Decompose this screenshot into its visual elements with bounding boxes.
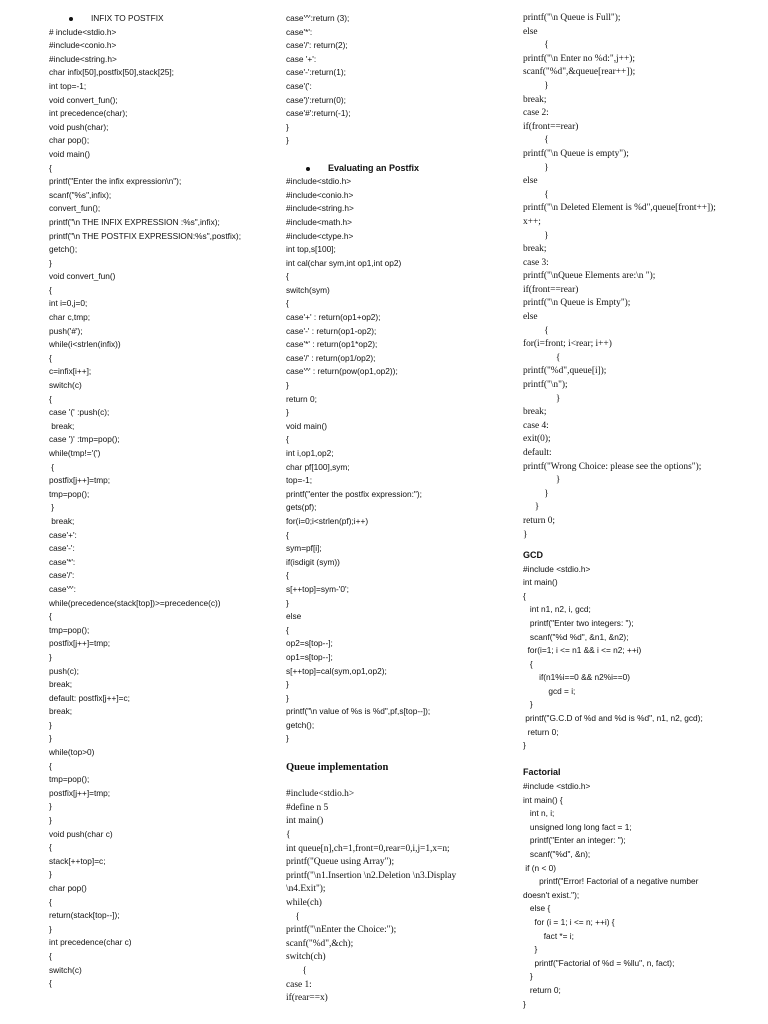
code-line: case '+':: [286, 53, 317, 64]
code-line: {: [523, 352, 561, 363]
code-line: }: [49, 719, 52, 730]
code-line: }: [49, 923, 52, 934]
code-line: while(i<strlen(infix)): [49, 339, 121, 350]
bullet-icon: [306, 167, 310, 171]
code-line: int main(): [286, 816, 324, 827]
code-line: {: [49, 950, 52, 961]
code-line: {: [286, 624, 289, 635]
code-line: x++;: [523, 216, 541, 227]
code-line: return 0;: [286, 393, 317, 404]
code-line: #define n 5: [286, 802, 329, 813]
code-line: case'(':: [286, 80, 312, 91]
code-line: s[++top]=cal(sym,op1,op2);: [286, 665, 387, 676]
code-line: char c,tmp;: [49, 312, 91, 323]
code-line: {: [523, 658, 533, 669]
code-line: }: [286, 692, 289, 703]
code-line: sym=pf[i];: [286, 543, 322, 554]
code-line: int queue[n],ch=1,front=0,rear=0,i,j=1,x=n;: [286, 843, 450, 854]
code-line: {: [523, 325, 549, 336]
code-line: case 2:: [523, 108, 549, 119]
code-line: printf("\n THE INFIX EXPRESSION :%s",infix);: [49, 216, 220, 227]
code-line: case'+' : return(op1+op2);: [286, 312, 381, 323]
code-line: {: [49, 393, 52, 404]
code-line: tmp=pop();: [49, 624, 90, 635]
code-line: unsigned long long fact = 1;: [523, 821, 632, 832]
code-line: switch(ch): [286, 952, 326, 963]
code-line: while(ch): [286, 898, 322, 908]
code-line: #include<stdio.h>: [286, 176, 352, 187]
code-line: int top,s[100];: [286, 244, 336, 255]
code-line: {: [286, 830, 291, 841]
code-line: {: [523, 135, 549, 146]
code-line: #include<ctype.h>: [286, 230, 354, 241]
code-line: printf("\nEnter the Choice:");: [286, 925, 397, 936]
code-line: int n1, n2, i, gcd;: [523, 604, 591, 615]
code-line: }: [523, 502, 540, 513]
code-line: printf("Wrong Choice: please see the options");: [523, 461, 702, 472]
code-line: return 0;: [523, 984, 561, 995]
code-line: }: [286, 380, 289, 391]
code-line: }: [523, 488, 549, 499]
code-line: int precedence(char c): [49, 937, 132, 948]
code-line: {: [286, 965, 307, 976]
code-line: void main(): [286, 420, 328, 431]
code-line: \n4.Exit");: [286, 884, 326, 895]
code-line: s[++top]=sym-'0';: [286, 583, 349, 594]
code-line: int top=-1;: [49, 80, 87, 91]
code-line: top=-1;: [286, 475, 313, 486]
column-1: [49, 0, 279, 991]
code-line: }: [523, 80, 549, 91]
code-line: else {: [523, 903, 551, 914]
code-line: break;: [523, 94, 547, 105]
code-line: case'*':: [286, 26, 313, 37]
code-line: else: [286, 611, 302, 622]
section-heading: [49, 12, 279, 26]
code-line: }: [49, 733, 52, 744]
code-line: }: [523, 740, 526, 751]
code-line: push('#');: [49, 325, 83, 336]
code-line: postfix[j++]=tmp;: [49, 787, 111, 798]
code-line: case'-' : return(op1-op2);: [286, 325, 377, 336]
code-line: {: [523, 590, 526, 601]
code-line: case'/' : return(op1/op2);: [286, 352, 376, 363]
code-line: doesn't exist.");: [523, 889, 580, 900]
code-line: {: [49, 760, 52, 771]
code-line: scanf("%d %d", &n1, &n2);: [523, 631, 629, 642]
code-line: printf("\n");: [523, 380, 568, 391]
code-line: int i=0,j=0;: [49, 298, 88, 309]
code-line: {: [49, 352, 52, 363]
code-line: #include<conio.h>: [49, 40, 117, 51]
code-line: getch();: [49, 244, 78, 255]
code-line: default:: [523, 448, 552, 458]
bullet-icon: [69, 17, 73, 21]
code-line: }: [49, 869, 52, 880]
code-line: gcd = i;: [523, 685, 576, 696]
code-line: #include<stdio.h>: [286, 789, 355, 800]
code-line: }: [523, 393, 561, 404]
code-line: case'*' : return(op1*op2);: [286, 339, 378, 350]
code-line: printf("Enter two integers: ");: [523, 617, 634, 628]
code-line: case'-':: [49, 543, 75, 554]
code-line: switch(sym): [286, 284, 330, 295]
code-line: {: [49, 978, 52, 989]
code-line: #include <stdio.h>: [523, 781, 591, 792]
code-line: int precedence(char);: [49, 108, 128, 119]
code-line: scanf("%d", &n);: [523, 849, 591, 860]
code-line: push(c);: [49, 665, 79, 676]
section-heading: Queue implementation: [286, 761, 389, 773]
code-line: printf("\n Enter no %d:",j++);: [523, 53, 635, 64]
code-line: }: [286, 407, 289, 418]
code-line: }: [49, 651, 52, 662]
section-heading: Factorial: [523, 767, 561, 778]
code-line: {: [286, 298, 289, 309]
code-line: switch(c): [49, 964, 82, 975]
code-line: printf("\n Queue is Empty");: [523, 298, 631, 309]
code-line: {: [49, 896, 52, 907]
heading-text: Evaluating an Postfix: [328, 162, 420, 173]
code-line: break;: [523, 244, 547, 255]
code-line: printf("Error! Factorial of a negative number: [523, 876, 699, 887]
section-heading: GCD: [523, 549, 543, 560]
code-line: void convert_fun();: [49, 94, 118, 105]
code-line: int main(): [523, 577, 558, 588]
code-line: getch();: [286, 719, 315, 730]
code-line: {: [49, 284, 52, 295]
code-line: case'^' : return(pow(op1,op2));: [286, 366, 398, 377]
code-line: {: [49, 162, 52, 173]
code-line: {: [286, 271, 289, 282]
code-line: {: [286, 570, 289, 581]
code-line: case'-':return(1);: [286, 67, 346, 78]
code-line: for (i = 1; i <= n; ++i) {: [523, 916, 615, 927]
code-line: printf("%d",queue[i]);: [523, 366, 607, 377]
code-line: void push(char);: [49, 121, 109, 132]
code-line: else: [523, 176, 538, 187]
code-line: int i,op1,op2;: [286, 448, 334, 458]
code-line: #include<string.h>: [49, 53, 117, 64]
code-line: break;: [49, 420, 75, 431]
code-line: }: [49, 502, 55, 513]
code-line: break;: [523, 407, 547, 418]
code-line: printf("\n Deleted Element is %d",queue[front++]);: [523, 203, 716, 214]
code-line: if(rear==x): [286, 993, 328, 1004]
code-line: }: [286, 597, 289, 608]
code-line: scanf("%s",infix);: [49, 189, 112, 200]
column-2: [286, 0, 516, 1006]
code-line: for(i=1; i <= n1 && i <= n2; ++i): [523, 645, 642, 656]
code-line: printf("\n value of %s is %d",pf,s[top--]);: [286, 706, 431, 717]
code-line: case'+':: [49, 529, 77, 540]
code-line: case'#':return(-1);: [286, 108, 351, 119]
code-line: {: [523, 189, 549, 200]
code-line: }: [523, 475, 561, 486]
code-line: #include<math.h>: [286, 216, 352, 227]
heading-text: INFIX TO POSTFIX: [91, 13, 164, 23]
code-line: {: [49, 461, 55, 472]
code-line: case'/':: [49, 570, 75, 581]
code-line: }: [49, 801, 52, 812]
code-line: for(i=front; i<rear; i++): [523, 339, 612, 350]
code-line: printf("Queue using Array");: [286, 857, 395, 868]
code-line: else: [523, 312, 538, 323]
code-line: if(front==rear): [523, 284, 579, 295]
code-line: case 1:: [286, 979, 312, 990]
code-line: }: [523, 162, 549, 173]
code-line: while(precedence(stack[top])>=precedence(c)): [49, 597, 221, 608]
code-line: void push(char c): [49, 828, 113, 839]
code-line: return 0;: [523, 726, 559, 737]
code-line: break;: [49, 706, 73, 717]
code-line: postfix[j++]=tmp;: [49, 475, 111, 486]
code-line: convert_fun();: [49, 203, 101, 214]
code-line: }: [523, 699, 533, 710]
code-line: #include<string.h>: [286, 203, 354, 214]
code-line: }: [523, 230, 549, 241]
code-line: }: [286, 733, 289, 744]
code-line: {: [286, 529, 289, 540]
code-line: printf("Enter an integer: ");: [523, 835, 626, 846]
code-line: }: [49, 815, 52, 826]
section-heading: [286, 162, 516, 176]
code-line: {: [286, 911, 300, 922]
code-line: c=infix[i++];: [49, 366, 92, 377]
code-line: case 3:: [523, 257, 549, 268]
code-line: break;: [49, 515, 75, 526]
code-line: }: [286, 135, 289, 146]
code-line: int cal(char sym,int op1,int op2): [286, 257, 402, 268]
code-line: exit(0);: [523, 434, 551, 445]
code-line: case'^':: [49, 583, 76, 594]
code-line: switch(c): [49, 380, 82, 391]
code-line: printf("\nQueue Elements are:\n ");: [523, 271, 656, 282]
code-line: return 0;: [523, 515, 556, 526]
code-line: int n, i;: [523, 808, 555, 819]
code-line: #include <stdio.h>: [523, 563, 591, 574]
code-line: tmp=pop();: [49, 774, 90, 785]
code-line: tmp=pop();: [49, 488, 90, 499]
code-line: postfix[j++]=tmp;: [49, 638, 111, 649]
code-line: }: [286, 679, 289, 690]
code-line: if(n1%i==0 && n2%i==0): [523, 672, 630, 683]
code-line: char pop();: [49, 135, 90, 146]
code-line: default: postfix[j++]=c;: [49, 692, 130, 703]
code-line: {: [286, 434, 289, 445]
code-line: return(stack[top--]);: [49, 910, 120, 921]
code-line: }: [523, 971, 533, 982]
code-line: stack[++top]=c;: [49, 855, 106, 866]
code-line: fact *= i;: [523, 930, 574, 941]
code-line: void convert_fun(): [49, 271, 116, 282]
code-line: }: [523, 529, 528, 540]
code-line: scanf("%d",&queue[rear++]);: [523, 67, 636, 78]
code-line: {: [49, 842, 52, 853]
code-line: printf("Enter the infix expression\n");: [49, 176, 182, 187]
code-line: case')':return(0);: [286, 94, 346, 105]
code-line: {: [523, 40, 549, 51]
code-line: void main(): [49, 148, 91, 159]
code-line: printf("enter the postfix expression:");: [286, 488, 422, 499]
code-line: printf("G.C.D of %d and %d is %d", n1, n2, gcd);: [523, 713, 703, 724]
code-line: case'*':: [49, 556, 76, 567]
code-line: char pop(): [49, 883, 87, 893]
code-line: gets(pf);: [286, 502, 317, 513]
code-line: if(front==rear): [523, 121, 579, 132]
code-line: break;: [49, 679, 73, 690]
code-line: if(isdigit (sym)): [286, 556, 340, 567]
code-line: case'/': return(2);: [286, 40, 348, 51]
code-line: printf("\n Queue is empty");: [523, 148, 629, 159]
column-3: [523, 0, 763, 1011]
code-line: {: [49, 611, 52, 622]
code-line: # include<stdio.h>: [49, 26, 117, 37]
code-line: char pf[100],sym;: [286, 461, 350, 472]
code-line: printf("\n Queue is Full");: [523, 13, 621, 23]
code-line: case ')' :tmp=pop();: [49, 434, 120, 445]
code-line: }: [523, 944, 538, 955]
code-line: char infix[50],postfix[50],stack[25];: [49, 67, 174, 78]
code-line: case'^':return (3);: [286, 13, 350, 23]
code-line: }: [286, 121, 289, 132]
code-line: }: [49, 257, 52, 268]
code-line: if (n < 0): [523, 862, 556, 873]
code-line: op2=s[top--];: [286, 638, 333, 649]
code-line: case '(' :push(c);: [49, 407, 110, 418]
code-line: int main() {: [523, 794, 563, 805]
code-line: else: [523, 26, 538, 37]
code-line: while(top>0): [49, 747, 95, 758]
code-line: #include<conio.h>: [286, 189, 354, 200]
code-line: scanf("%d",&ch);: [286, 938, 354, 949]
code-line: printf("\n1.Insertion \n2.Deletion \n3.Display: [286, 870, 457, 881]
code-line: op1=s[top--];: [286, 651, 333, 662]
code-line: case 4:: [523, 420, 549, 431]
code-line: for(i=0;i<strlen(pf);i++): [286, 515, 369, 526]
code-line: while(tmp!='('): [49, 448, 101, 458]
code-line: }: [523, 998, 526, 1009]
code-line: printf("\n THE POSTFIX EXPRESSION:%s",postfix);: [49, 230, 242, 241]
code-line: printf("Factorial of %d = %llu", n, fact);: [523, 957, 675, 968]
